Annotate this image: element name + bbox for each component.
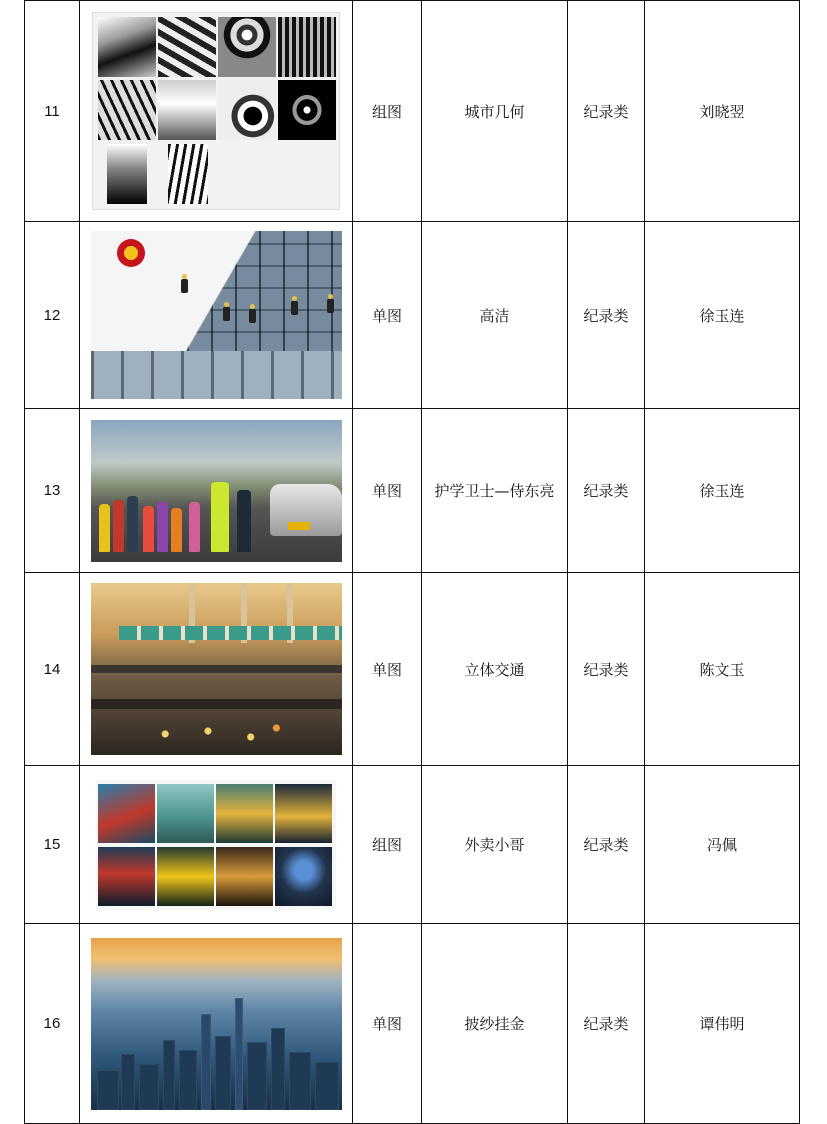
entry-number: 11: [25, 1, 80, 222]
entry-image-cell: [80, 766, 353, 924]
entry-title: 高洁: [422, 222, 568, 409]
entry-type: 组图: [353, 766, 422, 924]
entry-category: 纪录类: [568, 222, 645, 409]
entry-title: 外卖小哥: [422, 766, 568, 924]
crossing-guard-photo: [91, 420, 342, 562]
city-skyline-photo: [91, 938, 342, 1110]
entry-type: 单图: [353, 573, 422, 766]
delivery-riders-photo-set: [96, 780, 336, 910]
entry-number: 14: [25, 573, 80, 766]
entry-category: 纪录类: [568, 766, 645, 924]
layered-transport-photo: [91, 583, 342, 755]
entry-category: 纪录类: [568, 1, 645, 222]
entry-type: 单图: [353, 409, 422, 573]
entry-category: 纪录类: [568, 573, 645, 766]
entry-number: 12: [25, 222, 80, 409]
entry-type: 单图: [353, 924, 422, 1124]
table-row: [25, 766, 800, 924]
entry-image-cell: [80, 1, 353, 222]
entry-title: 城市几何: [422, 1, 568, 222]
table-row: [25, 924, 800, 1124]
entry-type: 单图: [353, 222, 422, 409]
entry-title: 护学卫士—侍东亮: [422, 409, 568, 573]
table-row: [25, 573, 800, 766]
facade-cleaners-photo: [91, 231, 342, 399]
entry-author: 徐玉连: [645, 222, 800, 409]
table-row: [25, 409, 800, 573]
entry-author: 冯佩: [645, 766, 800, 924]
entry-author: 徐玉连: [645, 409, 800, 573]
entries-table: [24, 0, 800, 1124]
entry-title: 立体交通: [422, 573, 568, 766]
entry-image-cell: [80, 409, 353, 573]
entry-image-cell: [80, 924, 353, 1124]
table-row: [25, 1, 800, 222]
entry-number: 13: [25, 409, 80, 573]
entry-type: 组图: [353, 1, 422, 222]
entry-number: 15: [25, 766, 80, 924]
entry-author: 刘晓翌: [645, 1, 800, 222]
entry-author: 谭伟明: [645, 924, 800, 1124]
entry-image-cell: [80, 573, 353, 766]
city-geometry-photo-set: [92, 12, 340, 210]
entry-number: 16: [25, 924, 80, 1124]
entry-image-cell: [80, 222, 353, 409]
entry-category: 纪录类: [568, 409, 645, 573]
entry-category: 纪录类: [568, 924, 645, 1124]
entry-author: 陈文玉: [645, 573, 800, 766]
table-row: [25, 222, 800, 409]
entry-title: 披纱挂金: [422, 924, 568, 1124]
